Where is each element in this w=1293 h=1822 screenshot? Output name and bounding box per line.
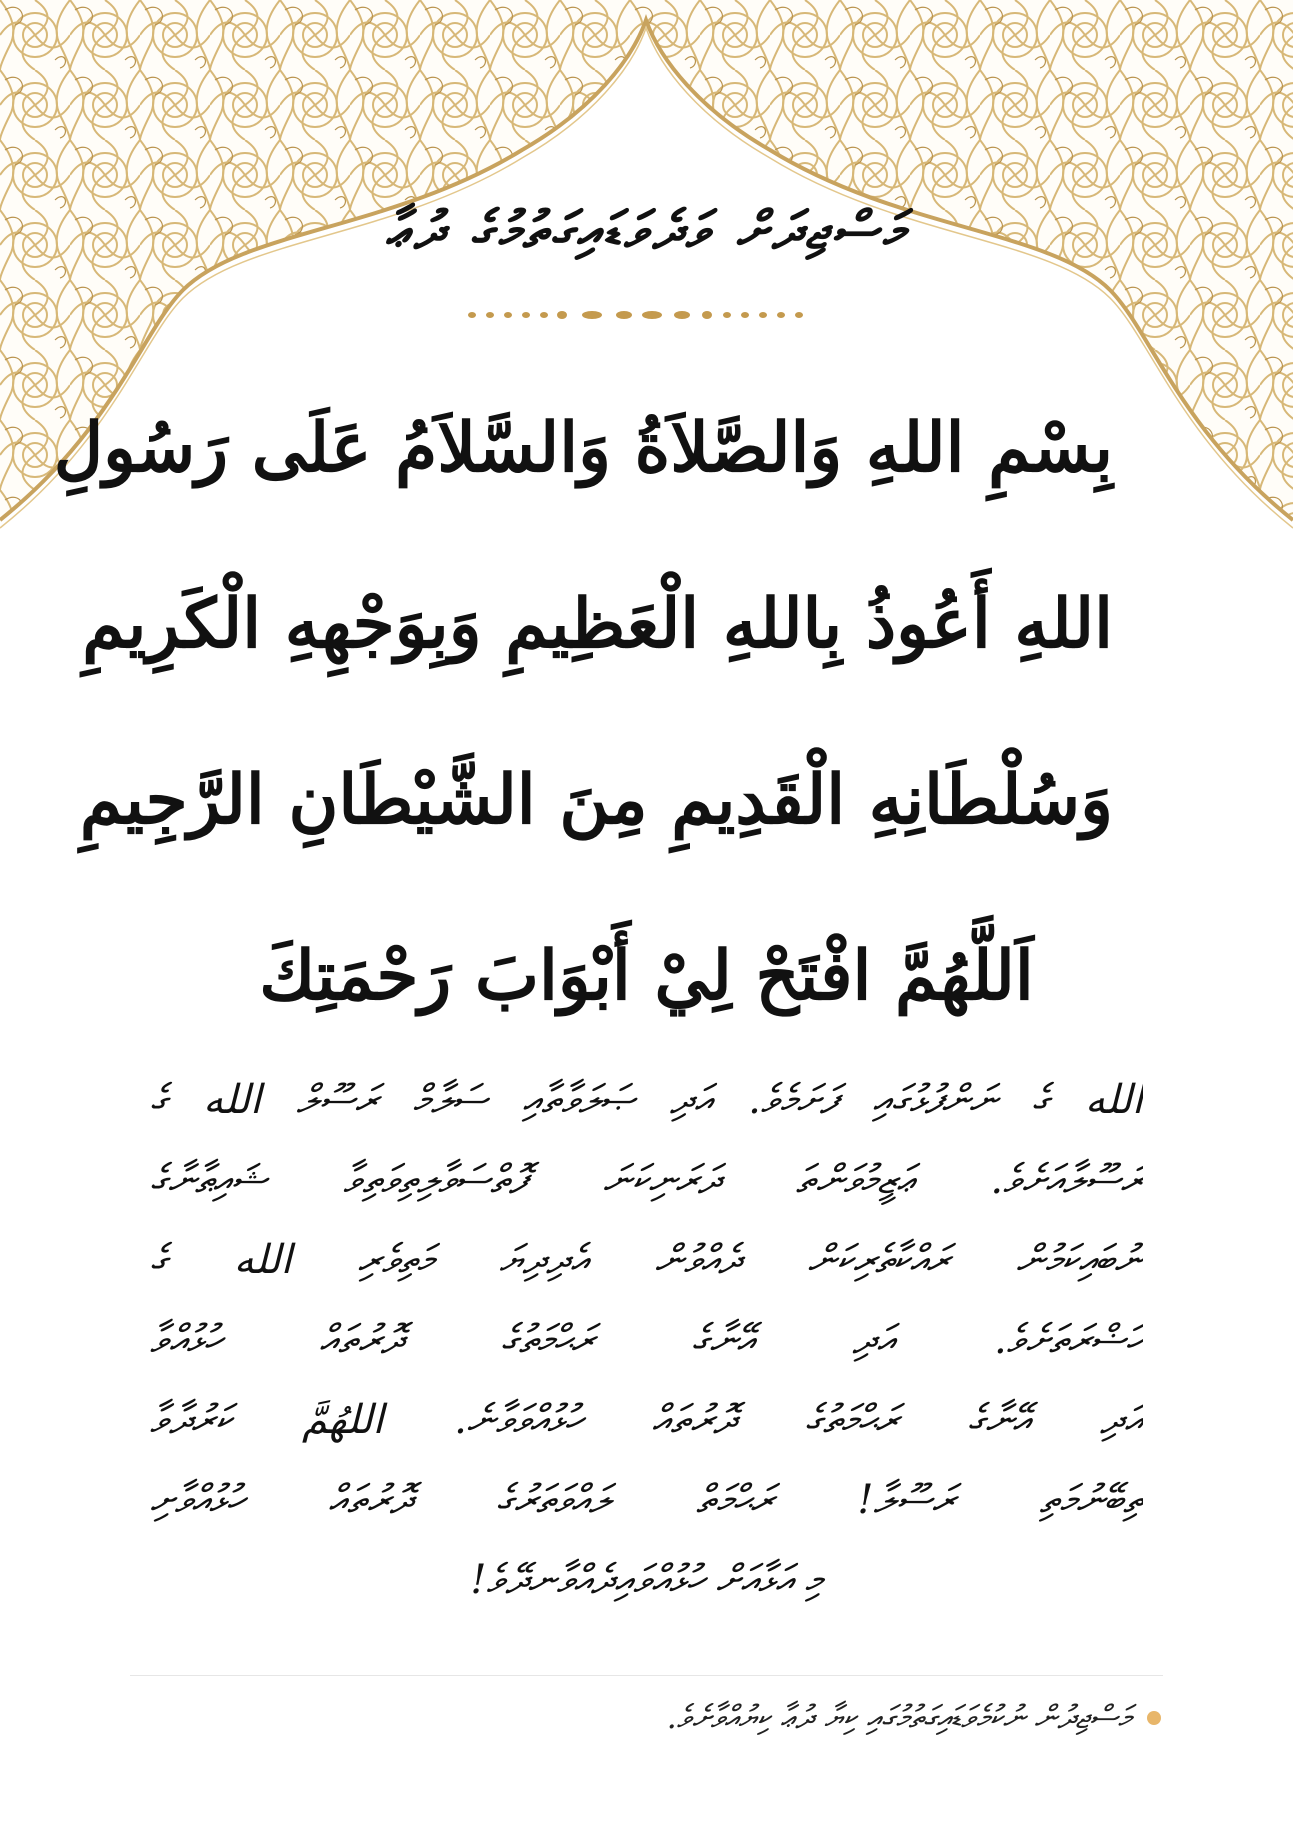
translation-line: ރަސޫލާއަށެވެ. ޢަޒީމުވަންތަ ދަރަނިކަނަ ފޮތްސަވާލިތިވަތިވާ ޝައިޠާނާގެ	[150, 1157, 1143, 1203]
footnote	[667, 1698, 1161, 1737]
footnote-text: މަސްޖިދުން ނުކުމެވަޑައިގަތުމުގައި ކިޔާ ދުޢާ ކިޔުއްވާށެވެ.	[666, 1698, 1131, 1736]
bullet-dot-icon	[1147, 1711, 1161, 1725]
page-title: މަސްޖިދަށް ވަދެވަޑައިގަތުމުގެ ދުޢާ	[385, 200, 908, 261]
arabic-dua	[53, 360, 1113, 1064]
translation-line: الله ގެ ނަންފުޅުގައި ފަށަމެވެ. އަދި ޞަލަވާތާއި ސަލާމް ރަސޫލް الله ގެ	[150, 1077, 1143, 1123]
footnote-divider	[130, 1675, 1163, 1676]
arabic-line: بِسْمِ اللهِ وَالصَّلاَةُ وَالسَّلاَمُ عَلَى رَسُولِ	[53, 408, 1113, 488]
translation-line: އަދި އޭނާގެ ރަޙްމަތުގެ ދޮރުތައް ހުޅުއްވަވާނެ. اللهُمَّ ކަރުދާވާ	[150, 1397, 1143, 1443]
gold-divider	[362, 308, 927, 322]
translation-line: ހަޟްރަތަށެވެ. އަދި އޭނާގެ ރަޙްމަތުގެ ދޮރުތައް ހުޅުއްވާ	[150, 1317, 1143, 1363]
arabic-line: وَسُلْطَانِهِ الْقَدِيمِ مِنَ الشَّيْطَانِ الرَّجِيمِ	[79, 760, 1113, 840]
translation-paragraph	[150, 1060, 1143, 1620]
translation-line: މި އަޅާއަށް ހުޅުއްވައިދެއްވާނދޭވެ!	[470, 1557, 823, 1603]
arabic-line: اللهِ أَعُوذُ بِاللهِ الْعَظِيمِ وَبِوَجْهِهِ الْكَرِيمِ	[82, 584, 1113, 664]
arabic-line: اَللَّهُمَّ افْتَحْ لِيْ أَبْوَابَ رَحْمَتِكَ	[259, 936, 1034, 1016]
page-title-container	[0, 200, 1293, 262]
translation-line: ނުބައިކަމުން ރައްކާތެރިކަން ދެއްވުން އެދިދިޔަ މަތިވެރި الله ގެ	[150, 1237, 1143, 1283]
translation-line: ތިބޭނުމަތި ރަސޫލާ! ރަޙްމަތް ލައްވަތަރުގެ ދޮރުތައް ހުޅުއްވާށި	[150, 1477, 1143, 1523]
